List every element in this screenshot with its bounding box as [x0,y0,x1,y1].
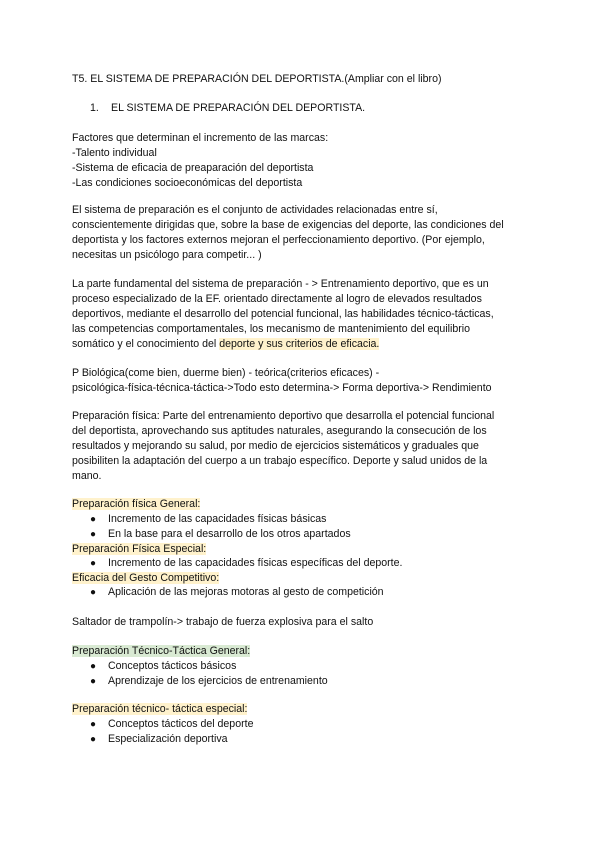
technical-special-heading-text: Preparación técnico- táctica especial: [72,703,248,715]
fundamental-last-plain: somático y el conocimiento del [72,338,220,350]
factor-item: -Sistema de eficacia de preaparación del deportista [72,162,314,174]
section-number: 1. [90,102,99,114]
fundamental-line: proceso especializado de la EF. orientado directamente al logro de elevados resultados [72,293,482,305]
physical-line: Preparación física: Parte del entrenamiento deportivo que desarrolla el potencial funcional [72,410,495,422]
bullet-icon: ● [90,676,97,687]
definition-line: necesitas un psicólogo para competir... ) [72,249,262,261]
list-item: Aprendizaje de los ejercicios de entrenamiento [108,675,328,687]
technical-special-heading [72,702,247,717]
fundamental-line: La parte fundamental del sistema de preparación - > Entrenamiento deportivo, que es un [72,278,489,290]
factor-item: -Las condiciones socioeconómicas del deportista [72,177,303,189]
bullet-icon: ● [90,587,97,598]
general-physical-heading-text: Preparación física General: [72,498,201,510]
definition-line: deportista y los factores externos mejoran el perfeccionamiento deportivo. (Por ejemplo, [72,234,485,246]
chain-line: psicológica-física-técnica-táctica->Todo esto determina-> Forma deportiva-> Rendimiento [72,382,492,394]
bullet-icon: ● [90,719,97,730]
factor-item: -Talento individual [72,147,157,159]
highlighted-phrase: deporte y sus criterios de eficacia. [219,338,380,350]
fundamental-last-line [72,337,379,352]
general-physical-heading [72,497,200,512]
competitive-heading [72,571,219,586]
document-title: T5. EL SISTEMA DE PREPARACIÓN DEL DEPORTISTA.(Ampliar con el libro) [72,73,442,85]
bullet-icon: ● [90,558,97,569]
definition-line: conscientemente dirigidas que, sobre la base de exigencias del deporte, las condiciones del [72,219,504,231]
example-line: Saltador de trampolín-> trabajo de fuerza explosiva para el salto [72,616,374,628]
chain-line: P Biológica(come bien, duerme bien) - teórica(criterios eficaces) - [72,367,380,379]
special-physical-heading-text: Preparación Física Especial: [72,543,207,555]
list-item: Conceptos tácticos del deporte [108,718,254,730]
technical-general-heading-text: Preparación Técnico-Táctica General: [72,645,251,657]
physical-line: resultados y mejorando su salud, por medio de ejercicios sistemáticos y graduales que [72,440,479,452]
definition-line: El sistema de preparación es el conjunto de actividades relacionadas entre sí, [72,204,438,216]
list-item: Incremento de las capacidades físicas básicas [108,513,327,525]
list-item: Especialización deportiva [108,733,228,745]
list-item: Aplicación de las mejoras motoras al gesto de competición [108,586,384,598]
section-heading: EL SISTEMA DE PREPARACIÓN DEL DEPORTISTA. [111,102,366,114]
bullet-icon: ● [90,661,97,672]
fundamental-line: deportivos, mediante el desarrollo del potencial funcional, las habilidades técnico-tácticas, [72,308,494,320]
physical-line: del deportista, aprovechando sus aptitudes naturales, asegurando la consecución de los [72,425,487,437]
list-item: Conceptos tácticos básicos [108,660,237,672]
technical-general-heading [72,644,250,659]
bullet-icon: ● [90,514,97,525]
fundamental-line: las competencias comportamentales, los mecanismo de mantenimiento del equilibrio [72,323,471,335]
physical-line: mano. [72,470,102,482]
bullet-icon: ● [90,734,97,745]
bullet-icon: ● [90,529,97,540]
special-physical-heading [72,542,206,557]
factors-intro: Factores que determinan el incremento de las marcas: [72,132,329,144]
list-item: Incremento de las capacidades físicas específicas del deporte. [108,557,403,569]
competitive-heading-text: Eficacia del Gesto Competitivo: [72,572,220,584]
list-item: En la base para el desarrollo de los otros apartados [108,528,351,540]
physical-line: posibiliten la adaptación del cuerpo a un trabajo específico. Deporte y salud unidos de la [72,455,488,467]
